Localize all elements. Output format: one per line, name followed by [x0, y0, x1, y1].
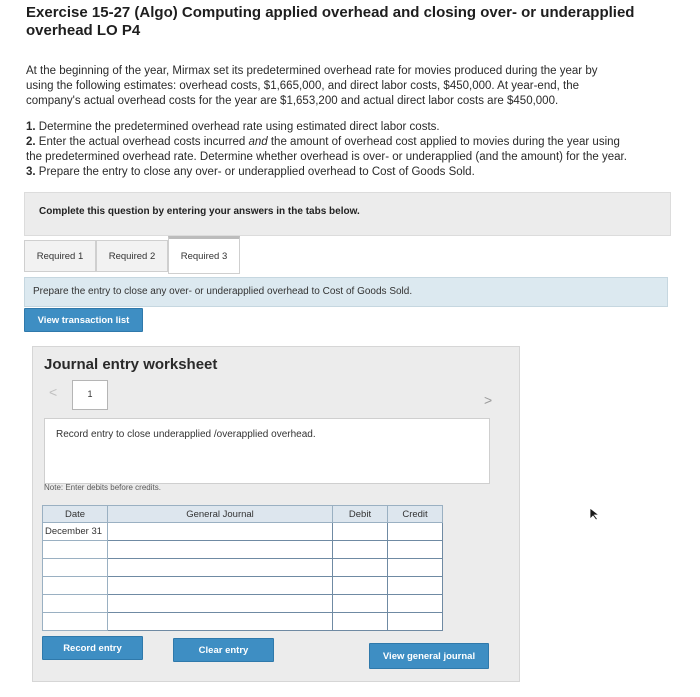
- debit-column-header: Debit: [333, 506, 388, 523]
- credit-input[interactable]: [388, 595, 443, 613]
- credit-input[interactable]: [388, 613, 443, 631]
- requirement-number: 3.: [26, 166, 36, 178]
- tab-required-2[interactable]: Required 2: [96, 240, 168, 272]
- intro-line: At the beginning of the year, Mirmax set its predetermined overhead rate for movies produced during the year by: [26, 65, 598, 77]
- debit-input[interactable]: [333, 613, 388, 631]
- record-entry-button[interactable]: Record entry: [42, 636, 143, 660]
- requirement-text: the amount of overhead cost applied to movies during the year using: [267, 136, 620, 148]
- date-column-header: Date: [43, 506, 108, 523]
- general-journal-column-header: General Journal: [108, 506, 333, 523]
- tab-required-3[interactable]: Required 3: [168, 236, 240, 274]
- journal-table: [42, 505, 443, 631]
- requirement-prompt-text: Prepare the entry to close any over- or underapplied overhead to Cost of Goods Sold.: [33, 286, 413, 297]
- entry-description: Record entry to close underapplied /overapplied overhead.: [56, 429, 316, 440]
- requirement-3: [26, 165, 676, 180]
- debit-input[interactable]: [333, 541, 388, 559]
- debit-input[interactable]: [333, 523, 388, 541]
- requirement-text: Determine the predetermined overhead rate using estimated direct labor costs.: [38, 121, 440, 133]
- previous-entry-icon[interactable]: <: [49, 384, 58, 400]
- account-input[interactable]: [108, 613, 333, 631]
- table-row: [43, 613, 443, 631]
- instructions-banner: [24, 192, 671, 236]
- mouse-cursor-icon: [589, 507, 601, 521]
- debit-input[interactable]: [333, 559, 388, 577]
- credit-input[interactable]: [388, 541, 443, 559]
- table-row: [43, 523, 443, 541]
- intro-line: company's actual overhead costs for the year are $1,653,200 and actual direct labor costs are $450,000.: [26, 95, 559, 107]
- requirement-number: 1.: [26, 121, 36, 133]
- instructions-text: Complete this question by entering your answers in the tabs below.: [39, 206, 360, 217]
- date-cell[interactable]: [43, 541, 108, 559]
- table-row: [43, 577, 443, 595]
- account-input[interactable]: [108, 523, 333, 541]
- requirements-list: [26, 120, 676, 180]
- requirement-emphasis: and: [248, 136, 268, 148]
- next-entry-icon[interactable]: >: [484, 392, 493, 408]
- entry-number-tab[interactable]: 1: [72, 380, 108, 410]
- requirement-text: Prepare the entry to close any over- or underapplied overhead to Cost of Goods Sold.: [38, 166, 475, 178]
- requirement-1: [26, 120, 676, 135]
- debit-input[interactable]: [333, 577, 388, 595]
- requirement-2: [26, 135, 676, 150]
- requirement-2-continued: the predetermined overhead rate. Determine whether overhead is over- or underapplied (and the amount) for the year.: [26, 151, 627, 163]
- credit-input[interactable]: [388, 577, 443, 595]
- exercise-title-line2: overhead LO P4: [26, 22, 141, 39]
- view-transaction-list-button[interactable]: View transaction list: [24, 308, 143, 332]
- intro-line: using the following estimates: overhead costs, $1,665,000, and direct labor costs, $450,000. At year-end, the: [26, 80, 579, 92]
- account-input[interactable]: [108, 595, 333, 613]
- requirement-number: 2.: [26, 136, 36, 148]
- table-row: [43, 541, 443, 559]
- worksheet-title: Journal entry worksheet: [44, 356, 218, 373]
- requirement-text: Enter the actual overhead costs incurred: [38, 136, 249, 148]
- credit-column-header: Credit: [388, 506, 443, 523]
- account-input[interactable]: [108, 577, 333, 595]
- exercise-title-line1: Exercise 15-27 (Algo) Computing applied overhead and closing over- or underapplied: [26, 4, 635, 21]
- debit-credit-note: Note: Enter debits before credits.: [44, 483, 161, 492]
- view-general-journal-button[interactable]: View general journal: [369, 643, 489, 669]
- exercise-title: [26, 4, 666, 40]
- credit-input[interactable]: [388, 559, 443, 577]
- date-cell[interactable]: [43, 595, 108, 613]
- entry-description-box: [44, 418, 490, 484]
- date-cell[interactable]: [43, 577, 108, 595]
- clear-entry-button[interactable]: Clear entry: [173, 638, 274, 662]
- tab-required-1[interactable]: Required 1: [24, 240, 96, 272]
- credit-input[interactable]: [388, 523, 443, 541]
- requirement-prompt: [24, 277, 668, 307]
- date-cell[interactable]: December 31: [43, 523, 108, 541]
- date-cell[interactable]: [43, 613, 108, 631]
- table-row: [43, 559, 443, 577]
- account-input[interactable]: [108, 541, 333, 559]
- intro-paragraph: [26, 64, 676, 109]
- debit-input[interactable]: [333, 595, 388, 613]
- date-cell[interactable]: [43, 559, 108, 577]
- account-input[interactable]: [108, 559, 333, 577]
- table-row: [43, 595, 443, 613]
